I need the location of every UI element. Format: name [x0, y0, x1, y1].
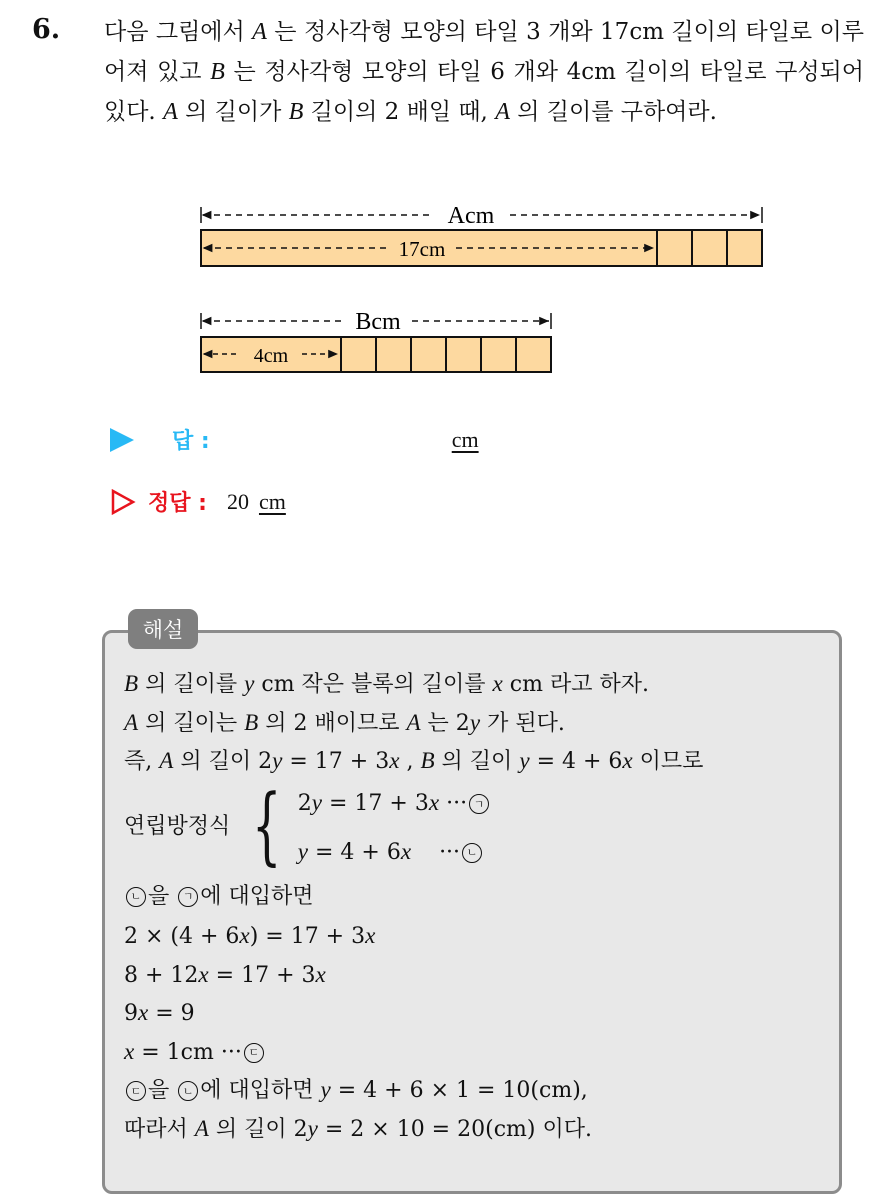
circled-label-icon: ㄷ [126, 1081, 146, 1101]
answer-label: 답 : [172, 429, 210, 454]
system-label: 연립방정식 [124, 814, 231, 840]
bar-a-total-label: Acm [447, 203, 495, 229]
bar-a-long-tile-label: 17cm [398, 237, 446, 261]
outline-triangle-icon [110, 489, 136, 515]
solution-line: 9x = 9 [124, 999, 195, 1026]
solution-content [124, 664, 824, 1147]
bar-a-square-tile [657, 230, 692, 266]
solution-line: x = 1cm ··· ㄷ [124, 1032, 824, 1071]
circled-label-icon: ㄴ [126, 887, 146, 907]
solution-line: B 의 길이를 y cm 작은 블록의 길이를 x cm 라고 하자. [124, 670, 649, 697]
solution-line: ㄴ 을 ㄱ 에 대입하면 [124, 878, 824, 917]
bar-b-square-tile [481, 337, 516, 372]
equation-2: y = 4 + 6x ··· ㄴ [298, 832, 491, 873]
solution-line: 따라서 A 의 길이 2y = 2 × 10 = 20(cm) 이다. [124, 1114, 592, 1142]
circled-label-icon: ㄷ [244, 1043, 264, 1063]
bar-b [201, 337, 551, 372]
bar-b-square-tile [376, 337, 411, 372]
bar-a [201, 230, 762, 266]
left-brace-icon: { [252, 775, 282, 874]
solution-line: 즉, A 의 길이 2y = 17 + 3x , B 의 길이 y = 4 + 6x 이므로 [124, 747, 704, 774]
equation-1: 2y = 17 + 3x ··· ㄱ [298, 783, 491, 824]
solution-line: 8 + 12x = 17 + 3x [124, 960, 326, 988]
circled-label-icon: ㄱ [178, 887, 198, 907]
solution-tag: 해설 [128, 609, 198, 649]
correct-answer-value: 20 [226, 488, 249, 514]
tile-figure [0, 0, 884, 400]
solution-line: ㄷ 을 ㄴ 에 대입하면 y = 4 + 6 × 1 = 10(cm), [124, 1070, 824, 1109]
circled-label-icon: ㄴ [462, 843, 482, 863]
bar-b-dimension [201, 309, 551, 335]
answer-row [110, 424, 479, 455]
play-triangle-icon [110, 428, 134, 452]
bar-b-long-tile-label: 4cm [253, 345, 289, 367]
question-number: 6. [32, 14, 61, 45]
bar-b-square-tile [411, 337, 446, 372]
bar-b-square-tile [446, 337, 481, 372]
question-text: 다음 그림에서 A 는 정사각형 모양의 타일 3 개와 17cm 길이의 타일로 이루어져 있고 B 는 정사각형 모양의 타일 6 개와 4cm 길이의 타일로 구성되어 있다. A 의 길이가 B 길이의 2 배일 때, A 의 길이를 구하여라. [104, 18, 864, 125]
bar-b-square-tile [516, 337, 551, 372]
correct-answer-label: 정답 : [148, 491, 207, 516]
equation-system [124, 775, 824, 874]
bar-b-square-tile [341, 337, 376, 372]
correct-answer-unit: cm [258, 488, 286, 514]
answer-unit: cm [451, 426, 479, 452]
bar-a-dimension [201, 203, 762, 229]
circled-label-icon: ㄴ [178, 1081, 198, 1101]
solution-line: A 의 길이는 B 의 2 배이므로 A 는 2y 가 된다. [124, 708, 565, 736]
bar-a-square-tile [727, 230, 762, 266]
circled-label-icon: ㄱ [469, 794, 489, 814]
bar-b-total-label: Bcm [355, 309, 401, 335]
correct-answer-row [110, 486, 286, 517]
solution-line: 2 × (4 + 6x) = 17 + 3x [124, 922, 376, 949]
bar-a-square-tile [692, 230, 727, 266]
